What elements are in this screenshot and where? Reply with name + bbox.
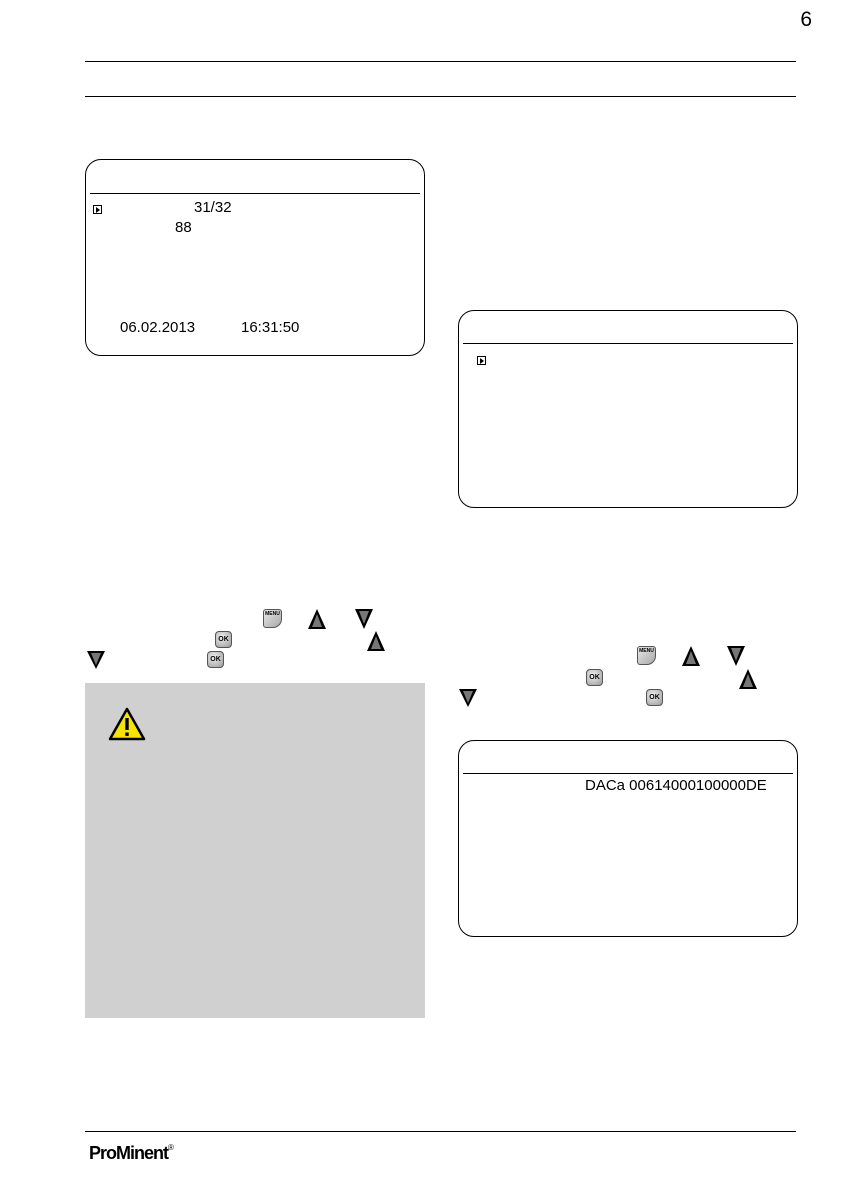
down-arrow-key-icon <box>354 608 374 630</box>
up-arrow-key-icon <box>366 630 386 652</box>
ok-key-icon: OK <box>215 631 232 648</box>
status-display <box>85 159 425 356</box>
selection-arrow-icon <box>93 205 102 214</box>
up-arrow-key-icon <box>307 608 327 630</box>
logo-registered-mark: ® <box>168 1143 174 1152</box>
display-title-rule <box>90 193 420 194</box>
status-date: 06.02.2013 <box>120 319 196 336</box>
ok-key-icon: OK <box>207 651 224 668</box>
prominent-logo <box>89 1143 174 1164</box>
status-line2-value: 88 <box>175 219 192 236</box>
status-time: 16:31:50 <box>241 319 300 336</box>
footer-rule <box>85 1131 796 1132</box>
down-arrow-key-icon <box>726 645 746 667</box>
menu-key-icon: MENU <box>637 646 656 665</box>
down-arrow-key-icon <box>86 650 106 670</box>
serial-display <box>458 740 798 937</box>
warning-triangle-icon <box>108 707 146 741</box>
warning-box <box>85 683 425 1018</box>
ok-key-icon: OK <box>586 669 603 686</box>
selection-arrow-icon <box>477 356 486 365</box>
down-arrow-key-icon <box>458 688 478 708</box>
status-line1-value: 31/32 <box>194 199 232 216</box>
serial-number-value: DACa 00614000100000DE <box>585 777 767 794</box>
header-rule-bottom <box>85 96 796 97</box>
up-arrow-key-icon <box>738 668 758 690</box>
logo-text: ProMinent <box>89 1143 168 1163</box>
page-number: 6 <box>800 8 812 31</box>
ok-key-icon: OK <box>646 689 663 706</box>
menu-key-icon: MENU <box>263 609 282 628</box>
header-rule-top <box>85 61 796 62</box>
menu-display <box>458 310 798 508</box>
display-title-rule <box>463 343 793 344</box>
display-title-rule <box>463 773 793 774</box>
up-arrow-key-icon <box>681 645 701 667</box>
